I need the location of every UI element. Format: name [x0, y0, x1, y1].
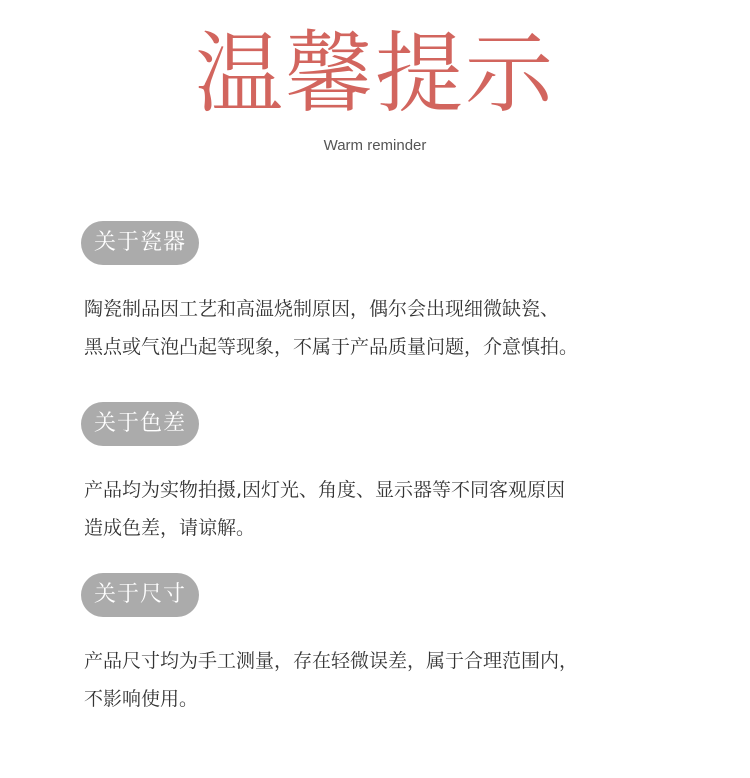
section-text-size — [81, 642, 681, 718]
section-label-ceramics: 关于瓷器 — [81, 221, 199, 265]
section-color-difference — [81, 402, 681, 547]
text-line: 黑点或气泡凸起等现象，不属于产品质量问题，介意慎拍。 — [84, 336, 579, 358]
section-ceramics — [81, 221, 681, 366]
section-size — [81, 573, 681, 718]
section-label-size: 关于尺寸 — [81, 573, 199, 617]
text-line: 产品尺寸均为手工测量，存在轻微误差，属于合理范围内， — [84, 650, 579, 672]
text-line: 产品均为实物拍摄,因灯光、角度、显示器等不同客观原因 — [84, 479, 566, 501]
page-subtitle: Warm reminder — [323, 137, 427, 154]
section-label-color-difference: 关于色差 — [81, 402, 199, 446]
text-line: 造成色差，请谅解。 — [84, 517, 256, 539]
page-title: 温馨提示 — [194, 22, 555, 125]
text-line: 陶瓷制品因工艺和高温烧制原因，偶尔会出现细微缺瓷、 — [84, 298, 560, 320]
section-text-color-difference — [81, 471, 681, 547]
text-line: 不影响使用。 — [84, 688, 199, 710]
section-text-ceramics — [81, 290, 681, 366]
